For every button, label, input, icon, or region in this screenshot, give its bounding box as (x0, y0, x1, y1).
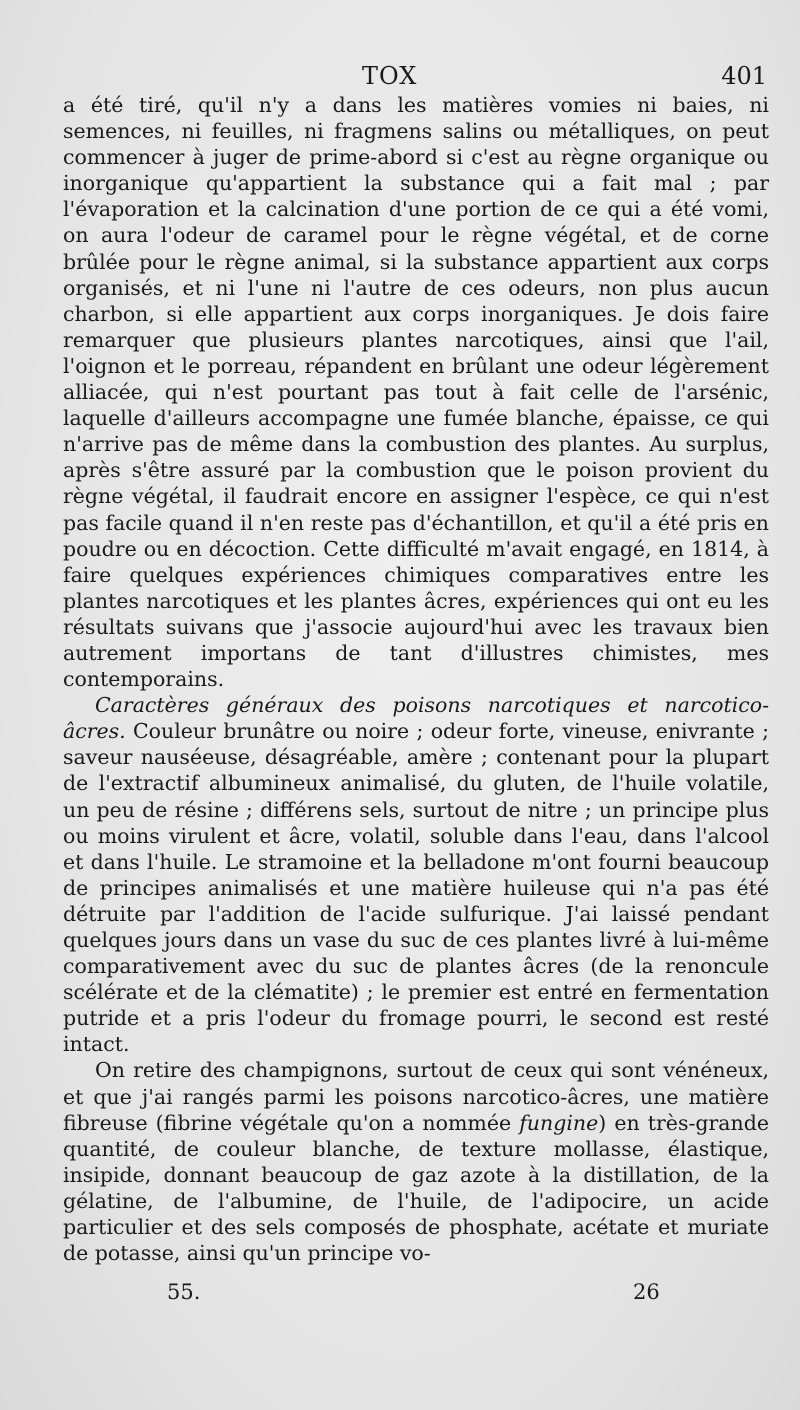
page-number: 401 (721, 62, 767, 90)
page-header (0, 62, 800, 92)
paragraph-3-text-before: On retire des champignons, surtout de ceux qui sont vénéneux, et que j'ai rangés parmi les poisons narcotico-âcres, une matière fibreuse (fibrine végétale qu'on a nommée (63, 1058, 769, 1135)
italic-term: fungine (519, 1110, 599, 1135)
body-text (63, 92, 769, 1266)
sheet-number: 26 (633, 1280, 660, 1304)
page-footer (0, 1280, 800, 1310)
paragraph-3-text-after: ) en très-grande quantité, de couleur blanche, de texture mollasse, élastique, insipide, donnant beaucoup de gaz azote à la distillation, de la gélatine, de l'albumine, de l'huile, de l'adipocire, un acide particulier et des sels composés de phosphate, acétate et muriate de potasse, ainsi qu'un principe vo- (63, 1110, 769, 1266)
signature-mark: 55. (167, 1280, 201, 1304)
paragraph-2-text: Couleur brunâtre ou noire ; odeur forte, vineuse, enivrante ; saveur nauséeuse, désagréable, amère ; contenant pour la plupart de l'extractif albumineux animalisé, du gluten, de l'huile volatile, un peu de résine ; différens sels, surtout de nitre ; un principe plus ou moins virulent et âcre, volatil, soluble dans l'eau, dans l'alcool et dans l'huile. Le stramoine et la belladone m'ont fourni beaucoup de principes animalisés et une matière huileuse qui n'a pas été détruite par l'addition de l'acide sulfurique. J'ai laissé pendant quelques jours dans un vase du suc de ces plantes livré à lui-même comparativement avec du suc de plantes âcres (de la renoncule scélérate et de la clématite) ; le premier est entré en fermentation putride et a pris l'odeur du fromage pourri, le second est resté intact. (63, 719, 769, 1057)
paragraph-1: a été tiré, qu'il n'y a dans les matières vomies ni baies, ni semences, ni feuilles, ni fragmens salins ou métalliques, on peut commencer à juger de prime-abord si c'est au règne organique ou inorganique qu'appartient la substance qui a fait mal ; par l'évaporation et la calcination d'une portion de ce qui a été vomi, on aura l'odeur de caramel pour le règne végétal, et de corne brûlée pour le règne animal, si la substance appartient aux corps organisés, et ni l'une ni l'autre de ces odeurs, non plus aucun charbon, si elle appartient aux corps inorganiques. Je dois faire remarquer que plusieurs plantes narcotiques, ainsi que l'ail, l'oignon et le porreau, répandent en brûlant une odeur légèrement alliacée, qui n'est pourtant pas tout à fait celle de l'arsénic, laquelle d'ailleurs accompagne une fumée blanche, épaisse, ce qui n'arrive pas de même dans la combustion des plantes. Au surplus, après s'être assuré par la combustion que le poison provient du règne végétal, il faudrait encore en assigner l'espèce, ce qui n'est pas facile quand il n'en reste pas d'échantillon, et qu'il a été pris en poudre ou en décoction. Cette difficulté m'avait engagé, en 1814, à faire quelques expériences chimiques comparatives entre les plantes narcotiques et les plantes âcres, expériences qui ont eu les résultats suivans que j'associe aujourd'hui avec les travaux bien autrement importans de tant d'illustres chimistes, mes contemporains. (63, 93, 769, 692)
paragraph-2 (63, 692, 769, 1057)
section-heading: Caractères généraux des poisons narcotiques et narcotico-âcres. (63, 693, 769, 744)
paragraph-3 (63, 1057, 769, 1266)
running-head: TOX (362, 62, 418, 90)
